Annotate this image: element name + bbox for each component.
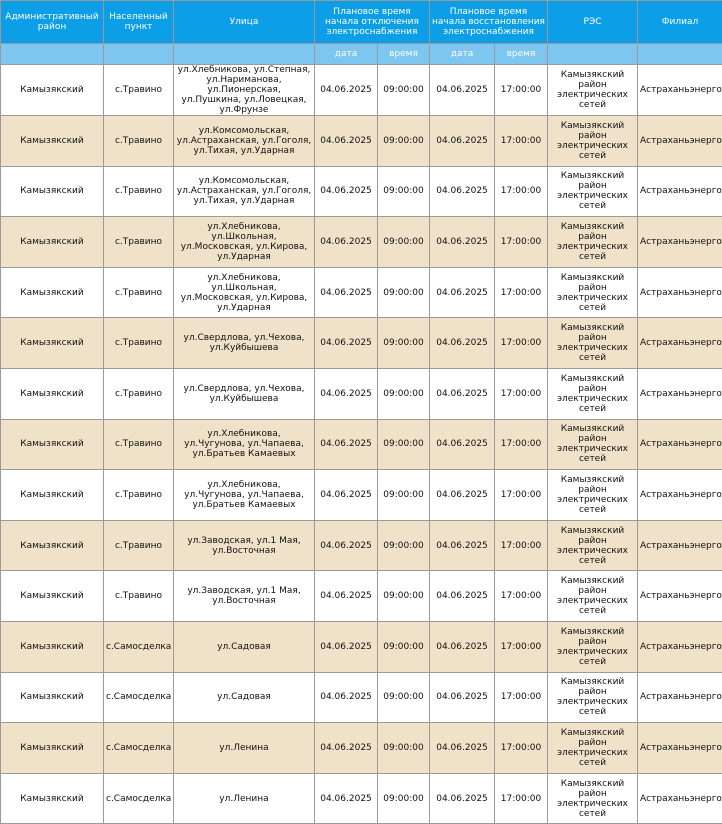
subheader-off-date: дата (315, 44, 378, 65)
cell-on-time: 17:00:00 (495, 621, 548, 672)
table-row (1, 773, 722, 824)
cell-on-time: 17:00:00 (495, 318, 548, 369)
cell-street: ул.Свердлова, ул.Чехова, ул.Куйбышева (174, 368, 315, 419)
cell-on-date: 04.06.2025 (430, 267, 495, 318)
table-row (1, 419, 722, 470)
header-row (1, 1, 722, 44)
cell-off-time: 09:00:00 (378, 166, 430, 217)
cell-off-time: 09:00:00 (378, 267, 430, 318)
cell-branch: Астраханьэнерго (638, 65, 722, 116)
cell-locality: с.Травино (104, 116, 174, 167)
table-row (1, 267, 722, 318)
cell-branch: Астраханьэнерго (638, 621, 722, 672)
cell-street: ул.Заводская, ул.1 Мая, ул.Восточная (174, 520, 315, 571)
cell-res: Камызякский район электрических сетей (548, 419, 638, 470)
cell-district: Камызякский (1, 65, 104, 116)
cell-on-date: 04.06.2025 (430, 368, 495, 419)
cell-on-date: 04.06.2025 (430, 65, 495, 116)
table-row (1, 65, 722, 116)
cell-off-date: 04.06.2025 (315, 267, 378, 318)
cell-res: Камызякский район электрических сетей (548, 723, 638, 774)
cell-district: Камызякский (1, 470, 104, 521)
cell-res: Камызякский район электрических сетей (548, 621, 638, 672)
col-header-off-time: Плановое время начала отключения электроснабжения (315, 1, 430, 44)
cell-locality: с.Травино (104, 267, 174, 318)
col-header-branch: Филиал (638, 1, 722, 44)
cell-off-date: 04.06.2025 (315, 217, 378, 268)
subheader-on-time: время (495, 44, 548, 65)
table-row (1, 520, 722, 571)
cell-off-time: 09:00:00 (378, 520, 430, 571)
cell-res: Камызякский район электрических сетей (548, 368, 638, 419)
cell-street: ул.Комсомольская, ул.Астраханская, ул.Гоголя, ул.Тихая, ул.Ударная (174, 166, 315, 217)
cell-locality: с.Травино (104, 571, 174, 622)
table-row (1, 166, 722, 217)
cell-on-date: 04.06.2025 (430, 116, 495, 167)
cell-branch: Астраханьэнерго (638, 116, 722, 167)
cell-res: Камызякский район электрических сетей (548, 166, 638, 217)
cell-street: ул.Хлебникова, ул.Чугунова, ул.Чапаева, ул.Братьев Камаевых (174, 419, 315, 470)
col-header-on-time: Плановое время начала восстановления электроснабжения (430, 1, 548, 44)
table-row (1, 217, 722, 268)
cell-street: ул.Хлебникова, ул.Школьная, ул.Московская, ул.Кирова, ул.Ударная (174, 267, 315, 318)
subheader-row (1, 44, 722, 65)
cell-on-date: 04.06.2025 (430, 470, 495, 521)
cell-on-date: 04.06.2025 (430, 419, 495, 470)
cell-branch: Астраханьэнерго (638, 267, 722, 318)
cell-on-time: 17:00:00 (495, 723, 548, 774)
cell-branch: Астраханьэнерго (638, 368, 722, 419)
cell-street: ул.Хлебникова, ул.Чугунова, ул.Чапаева, ул.Братьев Камаевых (174, 470, 315, 521)
cell-off-date: 04.06.2025 (315, 470, 378, 521)
cell-res: Камызякский район электрических сетей (548, 116, 638, 167)
cell-branch: Астраханьэнерго (638, 571, 722, 622)
cell-street: ул.Свердлова, ул.Чехова, ул.Куйбышева (174, 318, 315, 369)
cell-locality: с.Травино (104, 65, 174, 116)
cell-res: Камызякский район электрических сетей (548, 318, 638, 369)
cell-off-date: 04.06.2025 (315, 571, 378, 622)
cell-off-date: 04.06.2025 (315, 368, 378, 419)
cell-district: Камызякский (1, 368, 104, 419)
subheader-empty (1, 44, 104, 65)
cell-on-time: 17:00:00 (495, 773, 548, 824)
cell-locality: с.Самосделка (104, 723, 174, 774)
cell-on-time: 17:00:00 (495, 368, 548, 419)
cell-on-date: 04.06.2025 (430, 621, 495, 672)
cell-off-time: 09:00:00 (378, 318, 430, 369)
cell-off-time: 09:00:00 (378, 672, 430, 723)
cell-off-time: 09:00:00 (378, 773, 430, 824)
cell-district: Камызякский (1, 621, 104, 672)
cell-street: ул.Ленина (174, 723, 315, 774)
subheader-empty (174, 44, 315, 65)
cell-street: ул.Хлебникова, ул.Степная, ул.Нариманова, ул.Пионерская, ул.Пушкина, ул.Ловецкая, ул.Фрунзе (174, 65, 315, 116)
cell-locality: с.Травино (104, 166, 174, 217)
cell-street: ул.Комсомольская, ул.Астраханская, ул.Гоголя, ул.Тихая, ул.Ударная (174, 116, 315, 167)
table-row (1, 318, 722, 369)
cell-locality: с.Травино (104, 318, 174, 369)
cell-on-date: 04.06.2025 (430, 217, 495, 268)
cell-district: Камызякский (1, 419, 104, 470)
cell-on-date: 04.06.2025 (430, 166, 495, 217)
cell-on-time: 17:00:00 (495, 267, 548, 318)
cell-res: Камызякский район электрических сетей (548, 773, 638, 824)
cell-locality: с.Травино (104, 419, 174, 470)
cell-on-time: 17:00:00 (495, 419, 548, 470)
cell-res: Камызякский район электрических сетей (548, 520, 638, 571)
subheader-empty (638, 44, 722, 65)
cell-branch: Астраханьэнерго (638, 723, 722, 774)
cell-off-time: 09:00:00 (378, 217, 430, 268)
cell-locality: с.Травино (104, 520, 174, 571)
cell-off-date: 04.06.2025 (315, 419, 378, 470)
cell-on-time: 17:00:00 (495, 116, 548, 167)
cell-street: ул.Хлебникова, ул.Школьная, ул.Московская, ул.Кирова, ул.Ударная (174, 217, 315, 268)
table-row (1, 116, 722, 167)
subheader-on-date: дата (430, 44, 495, 65)
cell-district: Камызякский (1, 267, 104, 318)
cell-district: Камызякский (1, 318, 104, 369)
cell-on-date: 04.06.2025 (430, 318, 495, 369)
table-row (1, 470, 722, 521)
cell-locality: с.Самосделка (104, 621, 174, 672)
cell-district: Камызякский (1, 116, 104, 167)
cell-off-date: 04.06.2025 (315, 65, 378, 116)
cell-branch: Астраханьэнерго (638, 318, 722, 369)
cell-off-time: 09:00:00 (378, 419, 430, 470)
cell-district: Камызякский (1, 723, 104, 774)
cell-off-date: 04.06.2025 (315, 166, 378, 217)
table-row (1, 621, 722, 672)
cell-res: Камызякский район электрических сетей (548, 65, 638, 116)
cell-res: Камызякский район электрических сетей (548, 470, 638, 521)
subheader-off-time: время (378, 44, 430, 65)
cell-branch: Астраханьэнерго (638, 217, 722, 268)
table-row (1, 368, 722, 419)
table-row (1, 571, 722, 622)
col-header-district: Административный район (1, 1, 104, 44)
cell-on-date: 04.06.2025 (430, 672, 495, 723)
table-body (1, 65, 722, 824)
table-header (1, 1, 722, 65)
cell-street: ул.Садовая (174, 621, 315, 672)
cell-district: Камызякский (1, 571, 104, 622)
cell-off-date: 04.06.2025 (315, 621, 378, 672)
cell-district: Камызякский (1, 166, 104, 217)
cell-district: Камызякский (1, 217, 104, 268)
cell-off-time: 09:00:00 (378, 116, 430, 167)
cell-on-time: 17:00:00 (495, 166, 548, 217)
cell-res: Камызякский район электрических сетей (548, 672, 638, 723)
cell-branch: Астраханьэнерго (638, 672, 722, 723)
col-header-locality: Населенный пункт (104, 1, 174, 44)
cell-off-date: 04.06.2025 (315, 318, 378, 369)
cell-off-date: 04.06.2025 (315, 672, 378, 723)
cell-off-date: 04.06.2025 (315, 116, 378, 167)
subheader-empty (104, 44, 174, 65)
cell-off-date: 04.06.2025 (315, 520, 378, 571)
cell-district: Камызякский (1, 672, 104, 723)
cell-on-date: 04.06.2025 (430, 773, 495, 824)
cell-on-date: 04.06.2025 (430, 571, 495, 622)
cell-on-time: 17:00:00 (495, 571, 548, 622)
cell-locality: с.Травино (104, 470, 174, 521)
cell-branch: Астраханьэнерго (638, 419, 722, 470)
cell-district: Камызякский (1, 773, 104, 824)
col-header-street: Улица (174, 1, 315, 44)
cell-branch: Астраханьэнерго (638, 166, 722, 217)
cell-street: ул.Ленина (174, 773, 315, 824)
cell-street: ул.Садовая (174, 672, 315, 723)
cell-locality: с.Травино (104, 368, 174, 419)
cell-locality: с.Самосделка (104, 773, 174, 824)
cell-district: Камызякский (1, 520, 104, 571)
cell-locality: с.Самосделка (104, 672, 174, 723)
cell-on-time: 17:00:00 (495, 520, 548, 571)
cell-res: Камызякский район электрических сетей (548, 217, 638, 268)
cell-off-time: 09:00:00 (378, 621, 430, 672)
cell-off-time: 09:00:00 (378, 368, 430, 419)
cell-on-time: 17:00:00 (495, 65, 548, 116)
cell-off-time: 09:00:00 (378, 571, 430, 622)
cell-off-time: 09:00:00 (378, 470, 430, 521)
cell-off-time: 09:00:00 (378, 65, 430, 116)
cell-street: ул.Заводская, ул.1 Мая, ул.Восточная (174, 571, 315, 622)
cell-off-time: 09:00:00 (378, 723, 430, 774)
cell-off-date: 04.06.2025 (315, 723, 378, 774)
cell-on-time: 17:00:00 (495, 217, 548, 268)
cell-on-time: 17:00:00 (495, 672, 548, 723)
cell-branch: Астраханьэнерго (638, 773, 722, 824)
cell-off-date: 04.06.2025 (315, 773, 378, 824)
cell-locality: с.Травино (104, 217, 174, 268)
table-row (1, 723, 722, 774)
cell-on-time: 17:00:00 (495, 470, 548, 521)
cell-branch: Астраханьэнерго (638, 470, 722, 521)
subheader-empty (548, 44, 638, 65)
cell-res: Камызякский район электрических сетей (548, 571, 638, 622)
cell-on-date: 04.06.2025 (430, 520, 495, 571)
col-header-res: РЭС (548, 1, 638, 44)
table-row (1, 672, 722, 723)
cell-branch: Астраханьэнерго (638, 520, 722, 571)
cell-res: Камызякский район электрических сетей (548, 267, 638, 318)
cell-on-date: 04.06.2025 (430, 723, 495, 774)
